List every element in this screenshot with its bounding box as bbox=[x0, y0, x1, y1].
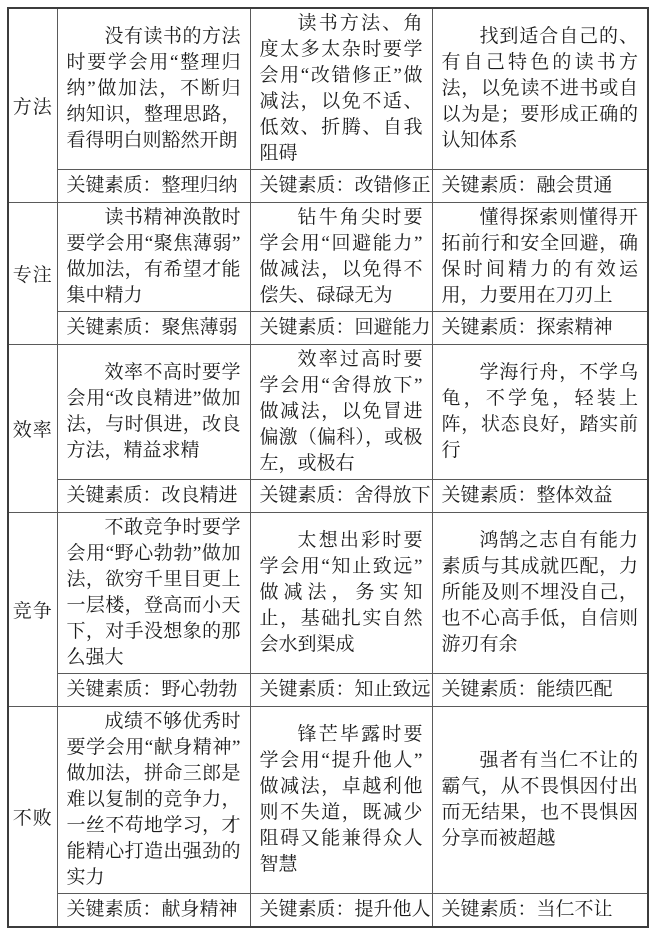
key-quality-cell: 关键素质：舍得放下 bbox=[250, 480, 432, 513]
strategy-text: 不敢竞争时要学会用“野心勃勃”做加法，欲穷千里目更上一层楼，登高而小天下，对手没想象的那么强大 bbox=[66, 517, 241, 668]
strategy-text: 效率不高时要学会用“改良精进”做加法，与时俱进，改良方法，精益求精 bbox=[66, 362, 241, 461]
key-quality-cell: 关键素质：整理归纳 bbox=[57, 170, 250, 203]
strategy-cell bbox=[432, 513, 648, 674]
strategy-cell bbox=[57, 345, 250, 480]
table-row bbox=[8, 345, 648, 480]
key-quality-cell: 关键素质：回避能力 bbox=[250, 312, 432, 345]
strategy-cell bbox=[432, 707, 648, 894]
key-quality-cell: 关键素质：融会贯通 bbox=[432, 170, 648, 203]
strategy-cell bbox=[57, 513, 250, 674]
strategy-cell bbox=[250, 513, 432, 674]
key-quality-row bbox=[8, 480, 648, 513]
strategy-text: 锋芒毕露时要学会用“提升他人”做减法，卓越利他则不失道，既减少阻碍又能兼得众人智慧 bbox=[259, 724, 423, 875]
strategy-text: 钻牛角尖时要学会用“回避能力”做减法，以免得不偿失、碌碌无为 bbox=[259, 207, 423, 306]
key-quality-row bbox=[8, 170, 648, 203]
strategy-text: 读书方法、角度太多太杂时要学会用“改错修正”做减法，以免不适、低效、折腾、自我阻碍 bbox=[259, 13, 423, 164]
key-quality-cell: 关键素质：探索精神 bbox=[432, 312, 648, 345]
strategy-text: 成绩不够优秀时要学会用“献身精神”做加法，拼命三郎是难以复制的竞争力，一丝不苟地学习，才能精心打造出强劲的实力 bbox=[66, 711, 241, 888]
key-quality-row bbox=[8, 674, 648, 707]
strategy-text: 找到适合自己的、有自己特色的读书方法，以免读不进书或自以为是；要形成正确的认知体系 bbox=[441, 26, 638, 151]
strategy-cell bbox=[250, 8, 432, 170]
row-label-efficiency: 效率 bbox=[8, 345, 57, 513]
table-row bbox=[8, 203, 648, 312]
key-quality-cell: 关键素质：野心勃勃 bbox=[57, 674, 250, 707]
row-label-undefeated: 不败 bbox=[8, 707, 57, 928]
key-quality-cell: 关键素质：献身精神 bbox=[57, 894, 250, 928]
strategy-text: 强者有当仁不让的霸气，从不畏惧因付出而无结果，也不畏惧因分享而被超越 bbox=[441, 750, 638, 849]
strategy-cell bbox=[250, 345, 432, 480]
strategy-text: 学海行舟，不学乌龟，不学兔，轻装上阵，状态良好，踏实前行 bbox=[441, 362, 638, 461]
strategy-cell bbox=[57, 203, 250, 312]
key-quality-cell: 关键素质：当仁不让 bbox=[432, 894, 648, 928]
strategy-text: 太想出彩时要学会用“知止致远”做减法，务实知止，基础扎实自然会水到渠成 bbox=[259, 530, 423, 655]
strategy-cell bbox=[57, 8, 250, 170]
strategy-cell bbox=[432, 203, 648, 312]
strategy-text: 读书精神涣散时要学会用“聚焦薄弱”做加法，有希望才能集中精力 bbox=[66, 207, 241, 306]
row-label-method: 方法 bbox=[8, 8, 57, 203]
row-label-competition: 竞争 bbox=[8, 513, 57, 707]
table-row bbox=[8, 707, 648, 894]
key-quality-row bbox=[8, 894, 648, 928]
key-quality-cell: 关键素质：改良精进 bbox=[57, 480, 250, 513]
strategy-cell bbox=[250, 203, 432, 312]
key-quality-row bbox=[8, 312, 648, 345]
strategy-cell bbox=[432, 345, 648, 480]
key-quality-cell: 关键素质：能绩匹配 bbox=[432, 674, 648, 707]
key-quality-cell: 关键素质：知止致远 bbox=[250, 674, 432, 707]
strategy-text: 鸿鹄之志自有能力素质与其成就匹配，力所能及则不埋没自己，也不心高手低，自信则游刃有余 bbox=[441, 530, 638, 655]
strategy-text: 懂得探索则懂得开拓前行和安全回避，确保时间精力的有效运用，力要用在刀刃上 bbox=[441, 207, 638, 306]
strategy-text: 没有读书的方法时要学会用“整理归纳”做加法，不断归纳知识，整理思路，看得明白则豁然开朗 bbox=[66, 26, 241, 151]
strategy-cell bbox=[57, 707, 250, 894]
key-quality-cell: 关键素质：提升他人 bbox=[250, 894, 432, 928]
table-row bbox=[8, 8, 648, 170]
strategy-cell bbox=[250, 707, 432, 894]
key-quality-cell: 关键素质：改错修正 bbox=[250, 170, 432, 203]
reading-strategy-table bbox=[7, 7, 649, 928]
row-label-focus: 专注 bbox=[8, 203, 57, 345]
strategy-cell bbox=[432, 8, 648, 170]
table-row bbox=[8, 513, 648, 674]
key-quality-cell: 关键素质：整体效益 bbox=[432, 480, 648, 513]
key-quality-cell: 关键素质：聚焦薄弱 bbox=[57, 312, 250, 345]
strategy-text: 效率过高时要学会用“舍得放下”做减法，以免冒进偏激（偏科），或极左，或极右 bbox=[259, 349, 423, 474]
